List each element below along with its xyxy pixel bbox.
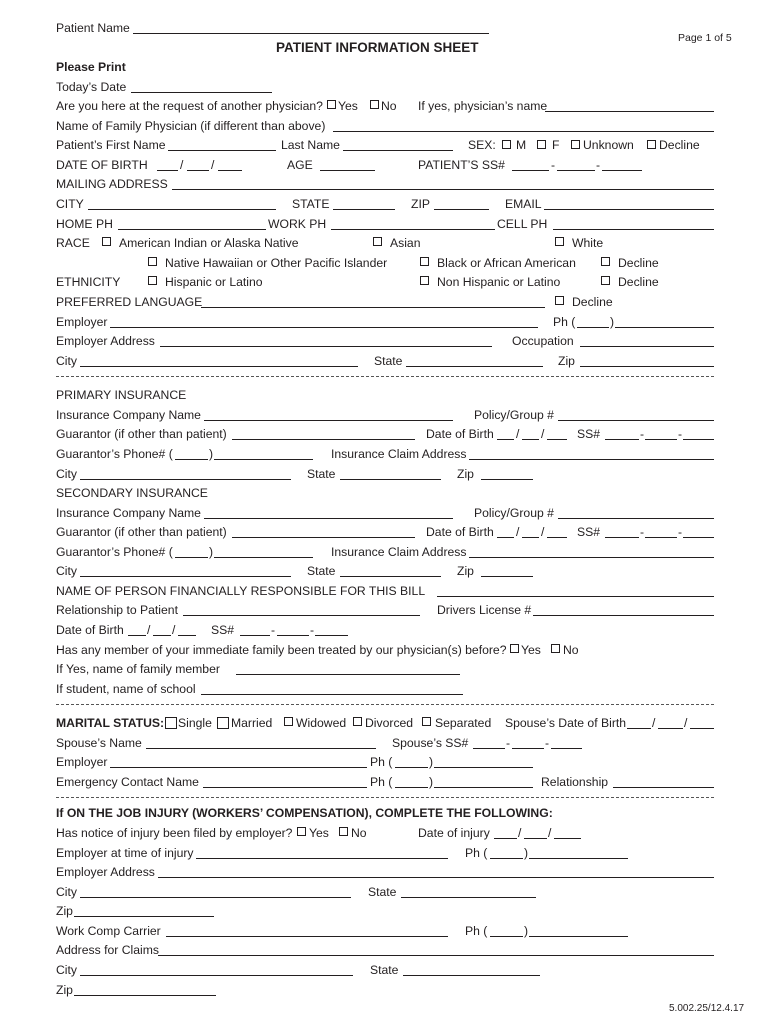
ethnicity-label: ETHNICITY bbox=[56, 275, 121, 289]
employer-zip-field[interactable] bbox=[580, 366, 714, 367]
secondary-ss-part3-field[interactable] bbox=[683, 537, 714, 538]
injury-state-field[interactable] bbox=[401, 897, 536, 898]
section-divider bbox=[56, 704, 714, 705]
primary-phone-label: Guarantor’s Phone# ( bbox=[56, 447, 173, 461]
claims-zip-label: Zip bbox=[56, 983, 73, 997]
sex-decline-checkbox[interactable] bbox=[647, 140, 656, 149]
race-native-hawaiian-checkbox[interactable] bbox=[148, 257, 157, 266]
dob-year-field[interactable] bbox=[218, 170, 242, 171]
dob-month-field[interactable] bbox=[157, 170, 178, 171]
spouse-employer-field[interactable] bbox=[110, 767, 367, 768]
sex-m-label: M bbox=[516, 138, 527, 152]
race-asian-label: Asian bbox=[390, 236, 421, 250]
responsible-name-field[interactable] bbox=[437, 596, 714, 597]
relationship-label: Relationship to Patient bbox=[56, 603, 178, 617]
injury-state-label: State bbox=[368, 885, 397, 899]
secondary-claim-field[interactable] bbox=[469, 557, 714, 558]
secondary-zip-label: Zip bbox=[457, 564, 474, 578]
claims-zip-field[interactable] bbox=[74, 995, 216, 996]
injury-notice-no-label: No bbox=[351, 826, 367, 840]
employer-phone-label: Ph ( bbox=[553, 315, 576, 329]
sex-decline-label: Decline bbox=[659, 138, 700, 152]
employer-city-label: City bbox=[56, 354, 77, 368]
emergency-area-code-field[interactable] bbox=[395, 787, 428, 788]
family-physician-label: Name of Family Physician (if different than above) bbox=[56, 119, 326, 133]
responsible-dob-year-field[interactable] bbox=[178, 635, 196, 636]
primary-city-label: City bbox=[56, 467, 77, 481]
responsible-ss-part3-field[interactable] bbox=[315, 635, 348, 636]
employer-city-field[interactable] bbox=[80, 366, 358, 367]
secondary-policy-field[interactable] bbox=[558, 518, 714, 519]
race-white-label: White bbox=[572, 236, 604, 250]
family-treated-question: Has any member of your immediate family been treated by our physician(s) before? bbox=[56, 643, 507, 657]
emergency-contact-field[interactable] bbox=[203, 787, 367, 788]
race-white-checkbox[interactable] bbox=[555, 237, 564, 246]
injury-heading: If ON THE JOB INJURY (WORKERS’ COMPENSATION), COMPLETE THE FOLLOWING: bbox=[56, 806, 553, 820]
secondary-state-field[interactable] bbox=[340, 576, 441, 577]
language-decline-checkbox[interactable] bbox=[555, 296, 564, 305]
employer-state-label: State bbox=[374, 354, 403, 368]
secondary-dob-label: Date of Birth bbox=[426, 525, 494, 539]
sex-unknown-label: Unknown bbox=[583, 138, 634, 152]
responsible-dob-label: Date of Birth bbox=[56, 623, 124, 637]
carrier-label: Work Comp Carrier bbox=[56, 924, 161, 938]
injury-zip-field[interactable] bbox=[74, 916, 214, 917]
injury-notice-question: Has notice of injury been filed by employer? bbox=[56, 826, 293, 840]
secondary-guarantor-field[interactable] bbox=[232, 537, 415, 538]
secondary-ss-part2-field[interactable] bbox=[645, 537, 677, 538]
secondary-company-field[interactable] bbox=[204, 518, 453, 519]
injury-employer-field[interactable] bbox=[196, 858, 448, 859]
marital-divorced-label: Divorced bbox=[365, 716, 414, 730]
ethnicity-hispanic-label: Hispanic or Latino bbox=[165, 275, 263, 289]
secondary-claim-label: Insurance Claim Address bbox=[331, 545, 467, 559]
family-treated-no-label: No bbox=[563, 643, 579, 657]
state-field[interactable] bbox=[333, 209, 395, 210]
primary-policy-field[interactable] bbox=[558, 420, 714, 421]
secondary-state-label: State bbox=[307, 564, 336, 578]
age-field[interactable] bbox=[320, 170, 375, 171]
responsible-ss-part2-field[interactable] bbox=[277, 635, 309, 636]
spouse-name-label: Spouse’s Name bbox=[56, 736, 142, 750]
responsible-dob-month-field[interactable] bbox=[128, 635, 146, 636]
primary-claim-field[interactable] bbox=[469, 459, 714, 460]
referral-yes-label: Yes bbox=[338, 99, 358, 113]
primary-dob-label: Date of Birth bbox=[426, 427, 494, 441]
ethnicity-non-hispanic-checkbox[interactable] bbox=[420, 276, 429, 285]
patient-information-sheet: Patient Name Page 1 of 5 PATIENT INFORMATION SHEET Please Print Today’s Date Are you here at the request of another physician? Yes No If yes, physician’s name Name of Family Physician (if different than above) Patient’s First Name Last Name SEX: M F Unknown Decline DATE OF BIRTH / / AGE PATIENT’S SS# - - MAILING ADDRESS CITY STATE ZIP EMAIL HOME PH WORK PH CELL PH RACE American Indian or Alaska Native Asian White Native Hawaiian or Other Pacific Islander Black or African American Decline ETHNICITY Hispanic or Latino Non Hispanic or Latino Decline PREFERRED LANGUAGE Decline Employer Ph ( ) Employer Address Occupation City State Zip PRIMARY INSURANCE Insurance Company Name Policy/Group # Guarantor (if other than patient) Date of Birth / / SS# - - Guarantor’s Phone# ( ) Insurance Claim Address City State Zip SECONDARY INSURANCE Insurance Company Name Policy/Group # Guarantor (if other than patient) Date of Birth / / SS# - - Guarantor’s Phone# ( ) Insurance Claim Address City State Zip NAME OF PERSON FINANCIALLY RESPONSIBLE FOR THIS BILL Relationship to Patient Drivers License # Date of Birth / / SS# - - Has any member of your immediate family been treated by our physician(s) before? Yes No If Yes, name of family member If student, name of school MARITAL STATUS: Single Married Widowed Divorced Separated Spouse’s Date of Birth / / Spouse’s Name Spouse’s SS# - - Employer Ph ( ) Emergency Contact Name Ph ( ) Relationship If ON THE JOB INJURY (WORKERS’ COMPENSATION), COMPLETE THE FOLLOWING: Has notice of injury been filed by employer? Yes No Date of injury / / Employer at time of injury Ph ( ) Employer Address City State Zip Work Comp Carrier Ph ( ) Address for Claims City State Zip 5.002.25/12.4.17 bbox=[56, 21, 745, 1014]
license-field[interactable] bbox=[533, 615, 714, 616]
primary-dob-year-field[interactable] bbox=[547, 439, 567, 440]
employer-zip-label: Zip bbox=[558, 354, 575, 368]
primary-ss-label: SS# bbox=[577, 427, 601, 441]
employer-address-field[interactable] bbox=[160, 346, 492, 347]
language-decline-label: Decline bbox=[572, 295, 613, 309]
home-phone-field[interactable] bbox=[118, 229, 266, 230]
employer-address-label: Employer Address bbox=[56, 334, 155, 348]
secondary-dob-day-field[interactable] bbox=[522, 537, 539, 538]
secondary-policy-label: Policy/Group # bbox=[474, 506, 554, 520]
patient-name-label: Patient Name bbox=[56, 21, 130, 35]
primary-ss-part2-field[interactable] bbox=[645, 439, 677, 440]
claims-state-label: State bbox=[370, 963, 399, 977]
primary-state-label: State bbox=[307, 467, 336, 481]
injury-date-day-field[interactable] bbox=[524, 838, 547, 839]
injury-phone-field[interactable] bbox=[529, 858, 628, 859]
primary-guarantor-label: Guarantor (if other than patient) bbox=[56, 427, 227, 441]
emergency-relationship-field[interactable] bbox=[613, 787, 714, 788]
primary-ss-part1-field[interactable] bbox=[605, 439, 639, 440]
spouse-dob-day-field[interactable] bbox=[658, 728, 683, 729]
state-label: STATE bbox=[292, 197, 330, 211]
sex-label: SEX: bbox=[468, 138, 496, 152]
injury-city-label: City bbox=[56, 885, 77, 899]
family-treated-yes-label: Yes bbox=[521, 643, 541, 657]
sex-m-checkbox[interactable] bbox=[502, 140, 511, 149]
city-label: CITY bbox=[56, 197, 84, 211]
home-phone-label: HOME PH bbox=[56, 217, 113, 231]
cell-phone-field[interactable] bbox=[553, 229, 714, 230]
occupation-label: Occupation bbox=[512, 334, 574, 348]
injury-notice-yes-checkbox[interactable] bbox=[297, 827, 306, 836]
claims-address-label: Address for Claims bbox=[56, 943, 159, 957]
injury-phone-label: Ph ( bbox=[465, 846, 488, 860]
secondary-phone-label: Guarantor’s Phone# ( bbox=[56, 545, 173, 559]
first-name-label: Patient’s First Name bbox=[56, 138, 166, 152]
physician-name-label: If yes, physician’s name bbox=[418, 99, 548, 113]
primary-company-field[interactable] bbox=[204, 420, 453, 421]
race-black-label: Black or African American bbox=[437, 256, 576, 270]
work-phone-field[interactable] bbox=[331, 229, 495, 230]
spouse-dob-year-field[interactable] bbox=[690, 728, 714, 729]
marital-divorced-checkbox[interactable] bbox=[353, 717, 362, 726]
ssn-part3-field[interactable] bbox=[602, 170, 642, 171]
responsible-ss-label: SS# bbox=[211, 623, 235, 637]
secondary-ss-label: SS# bbox=[577, 525, 601, 539]
race-american-indian-label: American Indian or Alaska Native bbox=[119, 236, 299, 250]
family-physician-field[interactable] bbox=[333, 131, 714, 132]
carrier-area-code-field[interactable] bbox=[490, 936, 523, 937]
please-print-label: Please Print bbox=[56, 60, 126, 74]
ethnicity-decline-label: Decline bbox=[618, 275, 659, 289]
primary-ss-part3-field[interactable] bbox=[683, 439, 714, 440]
secondary-dob-month-field[interactable] bbox=[497, 537, 514, 538]
school-label: If student, name of school bbox=[56, 682, 196, 696]
spouse-name-field[interactable] bbox=[146, 748, 376, 749]
license-label: Drivers License # bbox=[437, 603, 532, 617]
primary-area-code-field[interactable] bbox=[175, 459, 208, 460]
injury-employer-address-field[interactable] bbox=[158, 877, 714, 878]
referral-question: Are you here at the request of another physician? bbox=[56, 99, 323, 113]
cell-phone-label: CELL PH bbox=[497, 217, 548, 231]
employer-label: Employer bbox=[56, 315, 108, 329]
claims-address-field[interactable] bbox=[158, 955, 714, 956]
primary-zip-field[interactable] bbox=[481, 479, 533, 480]
language-field[interactable] bbox=[201, 307, 545, 308]
relationship-field[interactable] bbox=[183, 615, 420, 616]
spouse-dob-label: Spouse’s Date of Birth bbox=[505, 716, 627, 730]
injury-zip-label: Zip bbox=[56, 904, 73, 918]
spouse-area-code-field[interactable] bbox=[395, 767, 428, 768]
age-label: AGE bbox=[287, 158, 313, 172]
emergency-contact-label: Emergency Contact Name bbox=[56, 775, 199, 789]
spouse-employer-label: Employer bbox=[56, 755, 108, 769]
injury-employer-address-label: Employer Address bbox=[56, 865, 155, 879]
employer-state-field[interactable] bbox=[406, 366, 543, 367]
sex-unknown-checkbox[interactable] bbox=[571, 140, 580, 149]
employer-field[interactable] bbox=[110, 327, 538, 328]
primary-policy-label: Policy/Group # bbox=[474, 408, 554, 422]
family-member-label: If Yes, name of family member bbox=[56, 662, 220, 676]
primary-phone-field[interactable] bbox=[214, 459, 313, 460]
primary-guarantor-field[interactable] bbox=[232, 439, 415, 440]
section-divider bbox=[56, 376, 714, 377]
marital-widowed-label: Widowed bbox=[296, 716, 347, 730]
race-decline-checkbox[interactable] bbox=[601, 257, 610, 266]
spouse-phone-field[interactable] bbox=[434, 767, 533, 768]
injury-employer-label: Employer at time of injury bbox=[56, 846, 194, 860]
first-name-field[interactable] bbox=[168, 150, 276, 151]
primary-state-field[interactable] bbox=[340, 479, 441, 480]
responsible-dob-day-field[interactable] bbox=[153, 635, 171, 636]
marital-single-label: Single bbox=[178, 716, 212, 730]
ssn-label: PATIENT’S SS# bbox=[418, 158, 505, 172]
race-decline-label: Decline bbox=[618, 256, 659, 270]
marital-married-label: Married bbox=[231, 716, 273, 730]
marital-separated-label: Separated bbox=[435, 716, 492, 730]
marital-married-checkbox[interactable] bbox=[217, 717, 229, 729]
primary-insurance-heading: PRIMARY INSURANCE bbox=[56, 388, 187, 402]
last-name-label: Last Name bbox=[281, 138, 340, 152]
dob-day-field[interactable] bbox=[187, 170, 209, 171]
page-title: PATIENT INFORMATION SHEET bbox=[276, 40, 479, 55]
secondary-phone-field[interactable] bbox=[214, 557, 313, 558]
page-indicator: Page 1 of 5 bbox=[678, 32, 732, 44]
race-black-checkbox[interactable] bbox=[420, 257, 429, 266]
spouse-ss-part3-field[interactable] bbox=[551, 748, 582, 749]
injury-area-code-field[interactable] bbox=[490, 858, 523, 859]
claims-city-label: City bbox=[56, 963, 77, 977]
marital-status-label: MARITAL STATUS: bbox=[56, 716, 165, 730]
spouse-ss-part2-field[interactable] bbox=[512, 748, 544, 749]
carrier-phone-field[interactable] bbox=[529, 936, 628, 937]
injury-notice-yes-label: Yes bbox=[309, 826, 329, 840]
injury-notice-no-checkbox[interactable] bbox=[339, 827, 348, 836]
secondary-guarantor-label: Guarantor (if other than patient) bbox=[56, 525, 227, 539]
injury-city-field[interactable] bbox=[80, 897, 351, 898]
race-american-indian-checkbox[interactable] bbox=[102, 237, 111, 246]
claims-state-field[interactable] bbox=[403, 975, 540, 976]
language-label: PREFERRED LANGUAGE bbox=[56, 295, 203, 309]
secondary-city-field[interactable] bbox=[80, 576, 291, 577]
primary-dob-day-field[interactable] bbox=[522, 439, 539, 440]
ssn-part1-field[interactable] bbox=[512, 170, 549, 171]
injury-date-year-field[interactable] bbox=[554, 838, 581, 839]
todays-date-field[interactable] bbox=[131, 92, 272, 93]
family-member-field[interactable] bbox=[236, 674, 460, 675]
zip-field[interactable] bbox=[434, 209, 489, 210]
marital-single-checkbox[interactable] bbox=[165, 717, 177, 729]
zip-label: ZIP bbox=[411, 197, 430, 211]
marital-separated-checkbox[interactable] bbox=[422, 717, 431, 726]
physician-name-field[interactable] bbox=[545, 111, 714, 112]
spouse-ss-part1-field[interactable] bbox=[473, 748, 505, 749]
carrier-field[interactable] bbox=[166, 936, 448, 937]
secondary-company-label: Insurance Company Name bbox=[56, 506, 201, 520]
primary-zip-label: Zip bbox=[457, 467, 474, 481]
primary-city-field[interactable] bbox=[80, 479, 291, 480]
employer-area-code-field[interactable] bbox=[577, 327, 609, 328]
injury-date-month-field[interactable] bbox=[494, 838, 517, 839]
primary-dob-month-field[interactable] bbox=[497, 439, 514, 440]
claims-city-field[interactable] bbox=[80, 975, 353, 976]
patient-name-field[interactable] bbox=[133, 33, 489, 34]
family-treated-no-checkbox[interactable] bbox=[551, 644, 560, 653]
emergency-phone-field[interactable] bbox=[434, 787, 533, 788]
ethnicity-decline-checkbox[interactable] bbox=[601, 276, 610, 285]
ethnicity-hispanic-checkbox[interactable] bbox=[148, 276, 157, 285]
secondary-dob-year-field[interactable] bbox=[547, 537, 567, 538]
carrier-phone-label: Ph ( bbox=[465, 924, 488, 938]
dob-label: DATE OF BIRTH bbox=[56, 158, 148, 172]
ssn-part2-field[interactable] bbox=[557, 170, 595, 171]
responsible-ss-part1-field[interactable] bbox=[240, 635, 270, 636]
marital-widowed-checkbox[interactable] bbox=[284, 717, 293, 726]
emergency-phone-label: Ph ( bbox=[370, 775, 393, 789]
emergency-relationship-label: Relationship bbox=[541, 775, 609, 789]
secondary-city-label: City bbox=[56, 564, 77, 578]
school-field[interactable] bbox=[201, 694, 463, 695]
spouse-ss-label: Spouse’s SS# bbox=[392, 736, 469, 750]
referral-no-label: No bbox=[381, 99, 397, 113]
spouse-dob-month-field[interactable] bbox=[627, 728, 651, 729]
section-divider bbox=[56, 797, 714, 798]
referral-no-checkbox[interactable] bbox=[370, 100, 379, 109]
last-name-field[interactable] bbox=[343, 150, 453, 151]
mailing-address-field[interactable] bbox=[172, 189, 714, 190]
primary-company-label: Insurance Company Name bbox=[56, 408, 201, 422]
primary-claim-label: Insurance Claim Address bbox=[331, 447, 467, 461]
injury-date-label: Date of injury bbox=[418, 826, 490, 840]
sex-f-label: F bbox=[552, 138, 560, 152]
race-asian-checkbox[interactable] bbox=[373, 237, 382, 246]
work-phone-label: WORK PH bbox=[268, 217, 327, 231]
city-field[interactable] bbox=[88, 209, 276, 210]
race-native-hawaiian-label: Native Hawaiian or Other Pacific Islander bbox=[165, 256, 388, 270]
todays-date-label: Today’s Date bbox=[56, 80, 127, 94]
occupation-field[interactable] bbox=[580, 346, 714, 347]
sex-f-checkbox[interactable] bbox=[537, 140, 546, 149]
form-code: 5.002.25/12.4.17 bbox=[669, 1003, 745, 1014]
secondary-zip-field[interactable] bbox=[481, 576, 533, 577]
secondary-insurance-heading: SECONDARY INSURANCE bbox=[56, 486, 208, 500]
secondary-ss-part1-field[interactable] bbox=[605, 537, 639, 538]
referral-yes-checkbox[interactable] bbox=[327, 100, 336, 109]
email-label: EMAIL bbox=[505, 197, 542, 211]
secondary-area-code-field[interactable] bbox=[175, 557, 208, 558]
spouse-phone-label: Ph ( bbox=[370, 755, 393, 769]
employer-phone-field[interactable] bbox=[615, 327, 714, 328]
ethnicity-non-hispanic-label: Non Hispanic or Latino bbox=[437, 275, 561, 289]
email-field[interactable] bbox=[544, 209, 714, 210]
family-treated-yes-checkbox[interactable] bbox=[510, 644, 519, 653]
mailing-address-label: MAILING ADDRESS bbox=[56, 177, 168, 191]
responsible-heading: NAME OF PERSON FINANCIALLY RESPONSIBLE FOR THIS BILL bbox=[56, 584, 426, 598]
race-label: RACE bbox=[56, 236, 90, 250]
